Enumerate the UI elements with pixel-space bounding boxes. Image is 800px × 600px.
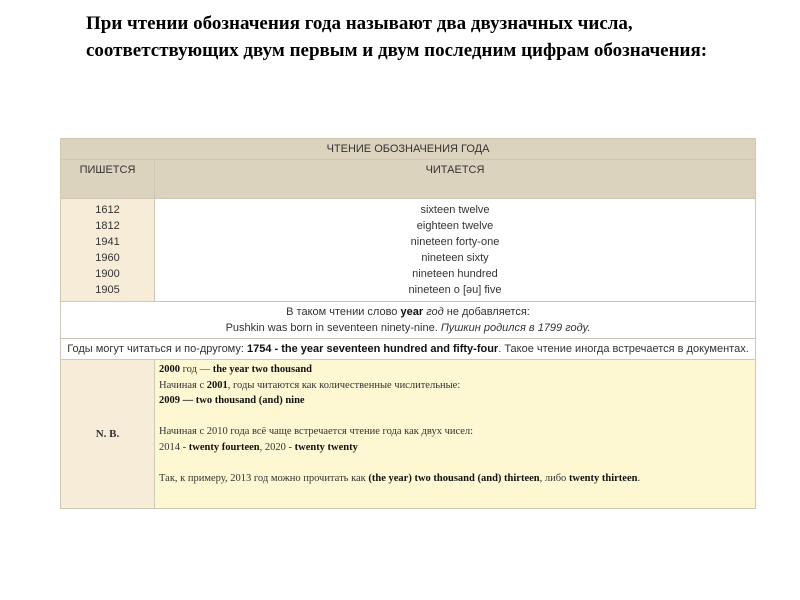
reading-item: nineteen forty-one [410,236,500,248]
page-heading: При чтении обозначения года называют два двузначных числа, соответствующих двум первым и двум последним цифрам обозначения: [86,13,708,61]
year-item: 1941 [95,236,120,248]
column-header-written: ПИШЕТСЯ [61,160,155,199]
years-cell [61,199,155,302]
reading-item: nineteen hundred [412,268,498,280]
table-title: ЧТЕНИЕ ОБОЗНАЧЕНИЯ ГОДА [61,139,756,160]
reading-item: sixteen twelve [420,204,490,216]
alternative-reading-note: Годы могут читаться и по-другому: 1754 - the year seventeen hundred and fifty-four. Такое чтение иногда встречается в документах. [61,339,756,360]
column-header-read: ЧИТАЕТСЯ [155,160,756,199]
readings-cell [155,199,756,302]
reading-item: nineteen sixty [421,252,489,264]
year-item: 1960 [95,252,120,264]
nb-label: N. B. [61,360,155,509]
year-item: 1905 [95,284,120,296]
nb-content: 2000 год — the year two thousand Начиная с 2001, годы читаются как количественные числительные: 2009 — two thousand (and) nine Начиная с 2010 года всё чаще встречается чтение года как двух чисел: 2014 - twenty fourteen, 2020 - twenty twenty Так, к примеру, 2013 год можно прочитать как (the year) two thousand (and) thirteen, либо twenty thirteen. [155,360,756,509]
reading-item: nineteen o [əu] five [408,284,502,296]
year-reading-table [60,138,756,509]
year-item: 1900 [95,268,120,280]
year-word-note: В таком чтении слово year год не добавляется: Pushkin was born in seventeen ninety-nine. Пушкин родился в 1799 году. [61,302,756,339]
reading-item: eighteen twelve [416,220,494,232]
year-item: 1612 [95,204,120,216]
year-item: 1812 [95,220,120,232]
